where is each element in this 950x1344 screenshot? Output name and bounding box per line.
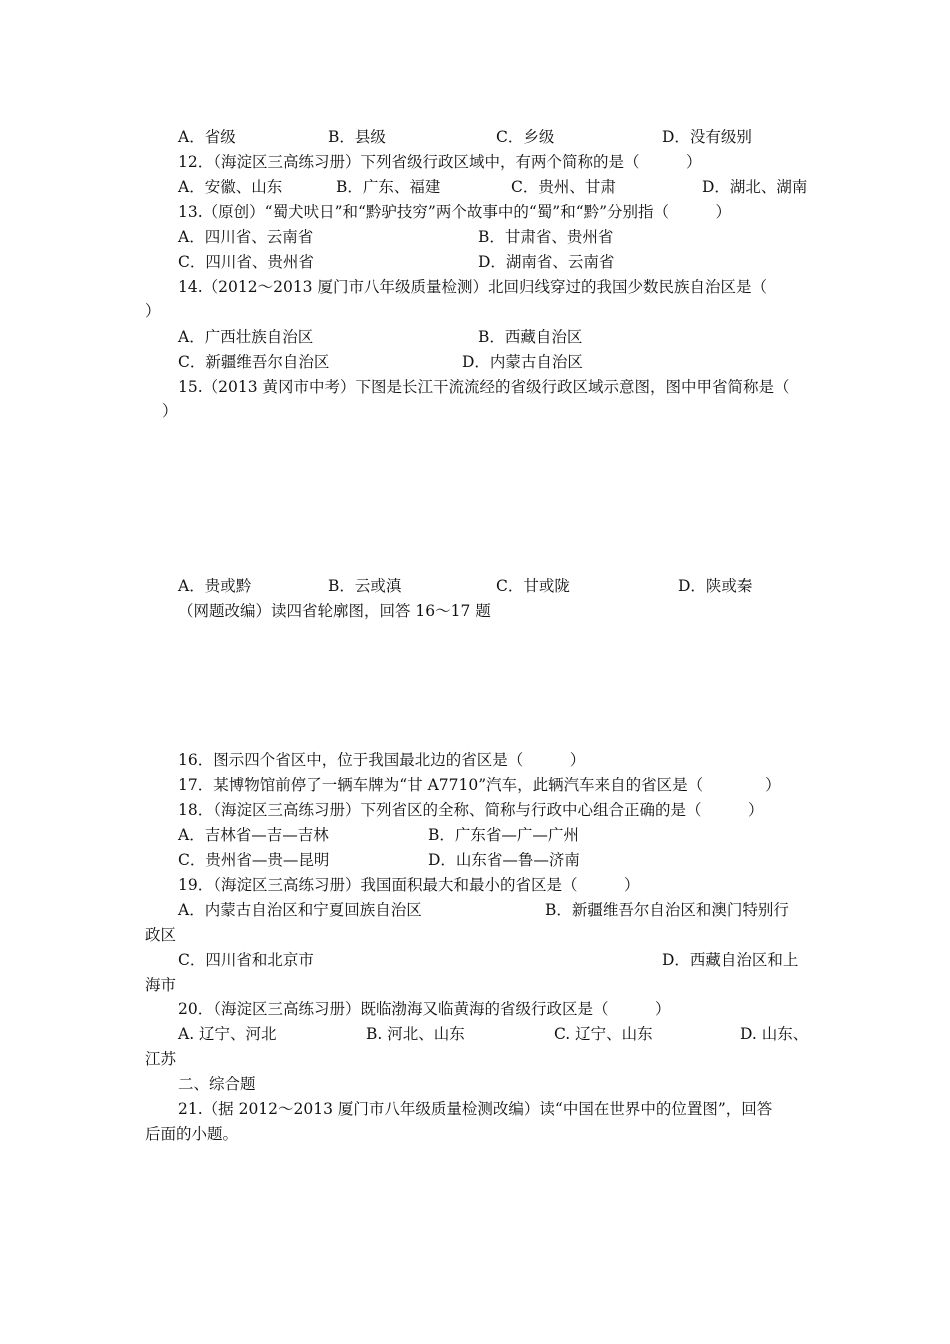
q19-option-d-wrap: 海市	[145, 976, 177, 994]
q18-option-a: A．吉林省—吉—吉林	[178, 826, 329, 844]
q15-option-b: B．云或滇	[328, 577, 402, 595]
q13-stem: 13.（原创）“蜀犬吠日”和“黔驴技穷”两个故事中的“蜀”和“黔”分别指（ ）	[178, 203, 732, 221]
q12-stem: 12．（海淀区三高练习册）下列省级行政区域中，有两个简称的是（ ）	[178, 153, 702, 171]
q17-stem: 17．某博物馆前停了一辆车牌为“甘 A7710”汽车，此辆汽车来自的省区是（ ）	[178, 776, 781, 794]
q12-option-b: B．广东、福建	[336, 178, 441, 196]
q19-option-a: A．内蒙古自治区和宁夏回族自治区	[178, 901, 422, 919]
q20-option-d: D. 山东、	[740, 1025, 809, 1043]
q15-stem: 15.（2013 黄冈市中考）下图是长江干流流经的省级行政区域示意图，图中甲省简称是（	[178, 378, 790, 396]
q20-stem: 20．（海淀区三高练习册）既临渤海又临黄海的省级行政区是（ ）	[178, 1000, 671, 1018]
q13-option-d: D．湖南省、云南省	[478, 253, 615, 271]
q15-option-c: C．甘或陇	[496, 577, 570, 595]
q19-option-d: D．西藏自治区和上	[662, 951, 799, 969]
q15-option-d: D．陕或秦	[678, 577, 753, 595]
q11-option-d: D．没有级别	[662, 128, 752, 146]
q15-option-a: A．贵或黔	[178, 577, 252, 595]
q21-stem: 21.（据 2012～2013 厦门市八年级质量检测改编）读“中国在世界中的位置图”，回答	[178, 1100, 773, 1118]
q18-option-d: D．山东省—鲁—济南	[428, 851, 580, 869]
q21-stem-wrap: 后面的小题。	[145, 1125, 239, 1143]
q19-option-b-wrap: 政区	[145, 926, 177, 944]
q13-option-a: A．四川省、云南省	[178, 228, 314, 246]
q20-option-c: C. 辽宁、山东	[554, 1025, 653, 1043]
q12-option-c: C．贵州、甘肃	[511, 178, 616, 196]
q18-stem: 18．（海淀区三高练习册）下列省区的全称、简称与行政中心组合正确的是（ ）	[178, 801, 764, 819]
q12-option-d: D．湖北、湖南	[702, 178, 808, 196]
q19-stem: 19．（海淀区三高练习册）我国面积最大和最小的省区是（ ）	[178, 876, 640, 894]
q11-option-b: B．县级	[328, 128, 386, 146]
q20-option-b: B. 河北、山东	[366, 1025, 465, 1043]
q19-option-b: B．新疆维吾尔自治区和澳门特别行	[545, 901, 789, 919]
q11-option-a: A．省级	[178, 128, 236, 146]
q14-stem: 14.（2012～2013 厦门市八年级质量检测）北回归线穿过的我国少数民族自治区是（	[178, 278, 767, 296]
q18-option-c: C．贵州省—贵—昆明	[178, 851, 330, 869]
q14-option-b: B．西藏自治区	[478, 328, 583, 346]
q18-option-b: B．广东省—广—广州	[428, 826, 579, 844]
q20-option-d-wrap: 江苏	[145, 1050, 177, 1068]
q16-stem: 16．图示四个省区中，位于我国最北边的省区是（ ）	[178, 751, 586, 769]
q14-option-d: D．内蒙古自治区	[462, 353, 583, 371]
q19-option-c: C．四川省和北京市	[178, 951, 314, 969]
q16-17-intro: （网题改编）读四省轮廓图，回答 16～17 题	[178, 602, 491, 620]
q12-option-a: A．安徽、山东	[178, 178, 283, 196]
q14-option-a: A．广西壮族自治区	[178, 328, 314, 346]
q11-option-c: C．乡级	[496, 128, 555, 146]
section-heading-comprehensive: 二、综合题	[178, 1075, 256, 1093]
q14-option-c: C．新疆维吾尔自治区	[178, 353, 330, 371]
q14-stem-wrap: ）	[145, 302, 161, 320]
q20-option-a: A. 辽宁、河北	[178, 1025, 277, 1043]
q13-option-b: B．甘肃省、贵州省	[478, 228, 614, 246]
q15-stem-wrap: ）	[162, 402, 178, 420]
q13-option-c: C．四川省、贵州省	[178, 253, 314, 271]
